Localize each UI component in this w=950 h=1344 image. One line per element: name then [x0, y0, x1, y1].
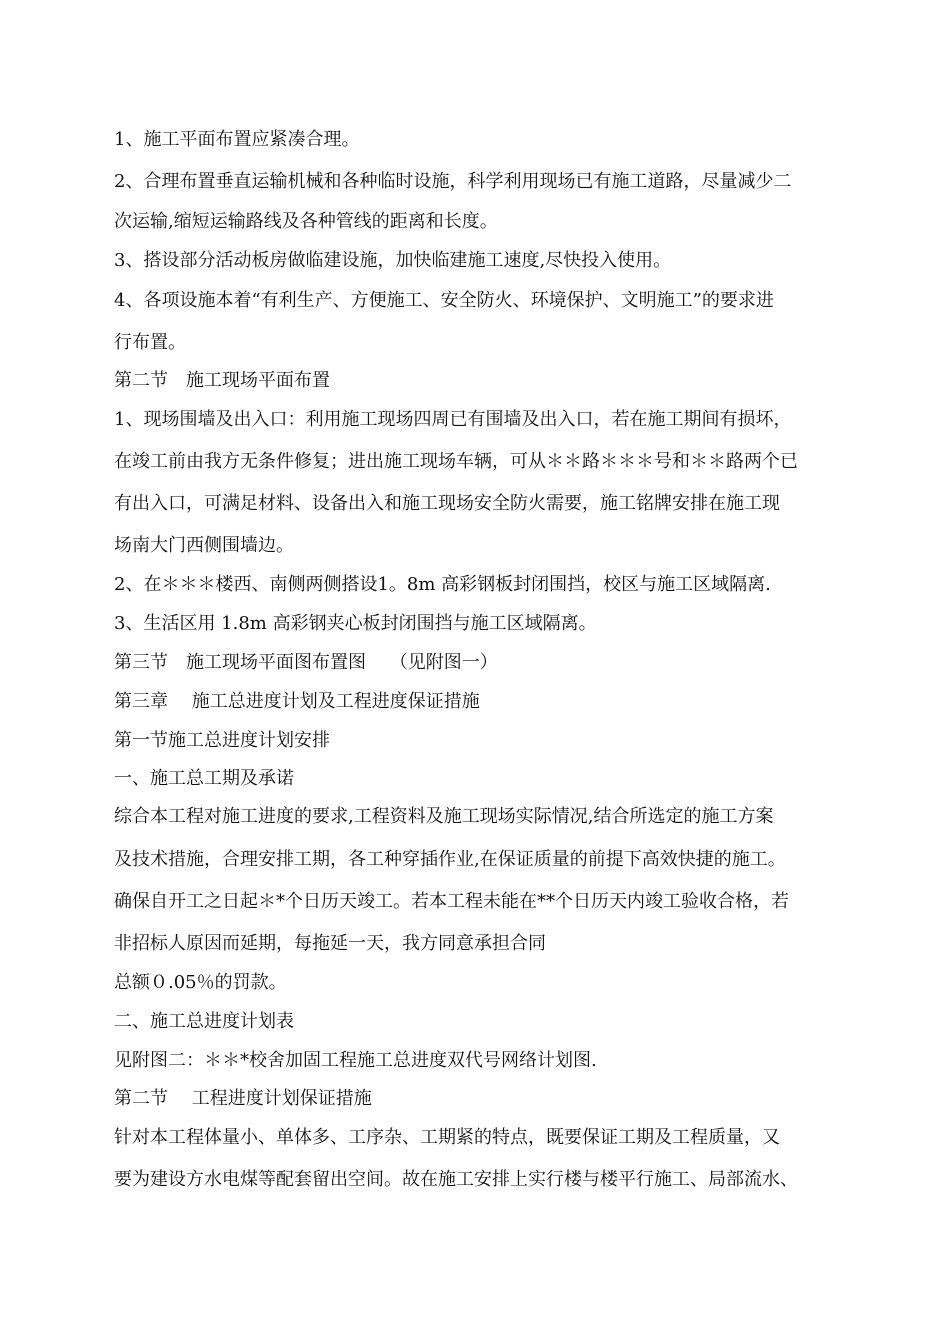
subsection-heading: 一、施工总工期及承诺 — [114, 768, 294, 789]
chapter-heading: 第三章 施工总进度计划及工程进度保证措施 — [114, 691, 480, 712]
text-line: 非招标人原因而延期，每拖延一天，我方同意承担合同 — [114, 933, 546, 954]
text-line: 2、在＊＊＊楼西、南侧两侧搭设1。8m 高彩钢板封闭围挡，校区与施工区域隔离. — [114, 574, 771, 595]
section-heading: 第二节 工程进度计划保证措施 — [114, 1088, 372, 1109]
text-line: 场南大门西侧围墙边。 — [114, 535, 294, 556]
text-line: 次运输,缩短运输路线及各种管线的距离和长度。 — [114, 211, 498, 232]
text-line: 行布置。 — [114, 332, 186, 353]
text-line: 针对本工程体量小、单体多、工序杂、工期紧的特点，既要保证工期及工程质量，又 — [114, 1127, 780, 1148]
text-line: 总额０.05％的罚款。 — [114, 972, 287, 993]
subsection-heading: 二、施工总进度计划表 — [114, 1011, 294, 1032]
text-line: 及技术措施，合理安排工期，各工种穿插作业,在保证质量的前提下高效快捷的施工。 — [114, 849, 786, 870]
section-heading: 第三节 施工现场平面图布置图 （见附图一） — [114, 652, 498, 673]
text-line: 见附图二：＊＊*校舍加固工程施工总进度双代号网络计划图. — [114, 1050, 597, 1071]
text-line: 1、施工平面布置应紧凑合理。 — [114, 129, 360, 150]
text-line: 确保自开工之日起＊*个日历天竣工。若本工程未能在**个日历天内竣工验收合格，若 — [114, 891, 789, 912]
text-line: 3、生活区用 1.8m 高彩钢夹心板封闭围挡与施工区域隔离。 — [114, 613, 597, 634]
text-line: 要为建设方水电煤等配套留出空间。故在施工安排上实行楼与楼平行施工、局部流水、 — [114, 1169, 798, 1190]
text-line: 有出入口，可满足材料、设备出入和施工现场安全防火需要，施工铭牌安排在施工现 — [114, 493, 780, 514]
text-line: 1、现场围墙及出入口：利用施工现场四周已有围墙及出入口，若在施工期间有损坏， — [114, 409, 792, 430]
section-heading: 第二节 施工现场平面布置 — [114, 370, 330, 391]
text-line: 在竣工前由我方无条件修复；进出施工现场车辆，可从＊＊路＊＊＊号和＊＊路两个已 — [114, 451, 798, 472]
text-line: 综合本工程对施工进度的要求,工程资料及施工现场实际情况,结合所选定的施工方案 — [114, 806, 774, 827]
section-heading: 第一节施工总进度计划安排 — [114, 730, 330, 751]
text-line: 3、搭设部分活动板房做临建设施，加快临建施工速度,尽快投入使用。 — [114, 250, 672, 271]
text-line: 4、各项设施本着“有利生产、方便施工、安全防火、环境保护、文明施工”的要求进 — [114, 290, 774, 311]
text-line: 2、合理布置垂直运输机械和各种临时设施，科学利用现场已有施工道路，尽量减少二 — [114, 171, 792, 192]
